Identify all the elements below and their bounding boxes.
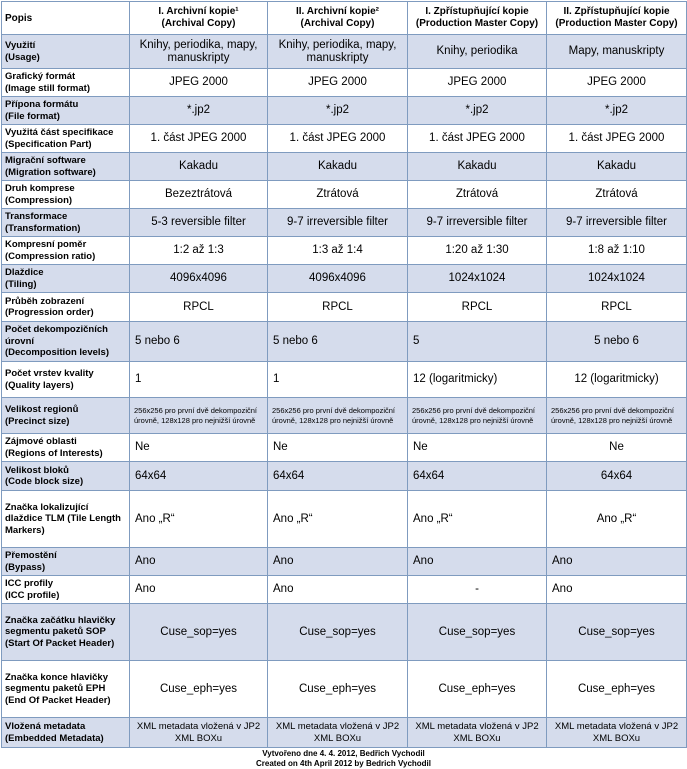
table-row: [2, 362, 687, 398]
row-label-cs: Počet dekompozičních úrovní: [5, 324, 108, 347]
cell: Cuse_sop=yes: [130, 604, 268, 661]
row-label-cs: Kompresní poměr: [5, 239, 87, 250]
table-row: [2, 181, 687, 209]
header-col-3-subtitle: (Production Master Copy): [415, 18, 539, 29]
cell: Ano: [130, 548, 268, 576]
row-label-en: (Transformation): [5, 222, 81, 234]
cell: RPCL: [130, 293, 268, 322]
cell: Cuse_eph=yes: [408, 661, 547, 718]
cell: -: [408, 576, 547, 604]
header-row: [2, 2, 687, 35]
cell: JPEG 2000: [268, 69, 408, 97]
table-row: [2, 491, 687, 548]
row-label-en: (Precinct size): [5, 415, 70, 427]
row-label-cs: Počet vrstev kvality: [5, 368, 94, 379]
footer: [0, 749, 687, 769]
row-label-cs: Značka konce hlavičky segmentu paketů EPH (End Of Packet Header): [5, 671, 111, 706]
cell: Ztrátová: [268, 181, 408, 209]
cell: Ano: [268, 576, 408, 604]
cell: Ne: [268, 434, 408, 462]
row-label-cs: Druh komprese: [5, 183, 75, 194]
cell: Ano: [268, 548, 408, 576]
cell: JPEG 2000: [130, 69, 268, 97]
cell: 256x256 pro první dvě dekompoziční úrovně, 128x128 pro nejnižší úrovně: [408, 398, 547, 434]
cell: 1. část JPEG 2000: [268, 125, 408, 153]
cell: Kakadu: [408, 153, 547, 181]
cell: Cuse_eph=yes: [130, 661, 268, 718]
row-label-en: (Code block size): [5, 476, 84, 487]
table-row: [2, 69, 687, 97]
cell: Ano: [130, 576, 268, 604]
table-row: [2, 548, 687, 576]
row-label: [2, 362, 130, 398]
cell: 5 nebo 6: [268, 322, 408, 362]
row-label: [2, 153, 130, 181]
row-label: [2, 97, 130, 125]
table-row: [2, 576, 687, 604]
cell: Kakadu: [130, 153, 268, 181]
cell: 64x64: [408, 462, 547, 491]
header-col-2-title: II. Archivní kopie²: [296, 6, 379, 17]
cell: Ano: [547, 548, 687, 576]
table-row: [2, 398, 687, 434]
row-label: [2, 491, 130, 548]
cell: 5 nebo 6: [547, 322, 687, 362]
cell: *.jp2: [130, 97, 268, 125]
cell: 256x256 pro první dvě dekompoziční úrovně, 128x128 pro nejnižší úrovně: [130, 398, 268, 434]
cell: *.jp2: [408, 97, 547, 125]
cell: Ztrátová: [408, 181, 547, 209]
cell: XML metadata vložená v JP2 XML BOXu: [130, 718, 268, 748]
cell: Bezeztrátová: [130, 181, 268, 209]
cell: Cuse_eph=yes: [547, 661, 687, 718]
table-row: [2, 97, 687, 125]
table-row: [2, 604, 687, 661]
footer-created-cs: Vytvořeno dne 4. 4. 2012, Bedřich Vychodil: [262, 749, 425, 758]
row-label-cs: Transformace: [5, 211, 68, 222]
cell: Ano: [408, 548, 547, 576]
cell: Ano „R“: [268, 491, 408, 548]
row-label: [2, 398, 130, 434]
row-label: [2, 69, 130, 97]
footer-created-en: Created on 4th April 2012 by Bedrich Vychodil: [255, 759, 431, 768]
row-label-en: (Embedded Metadata): [5, 732, 104, 744]
cell: 4096x4096: [268, 265, 408, 293]
row-label: [2, 548, 130, 576]
row-label-en: (Compression ratio): [5, 250, 96, 262]
cell: Ano „R“: [547, 491, 687, 548]
row-label-en: (Usage): [5, 51, 40, 63]
row-label-en: (Decomposition levels): [5, 347, 109, 359]
cell: 64x64: [268, 462, 408, 491]
row-label: [2, 125, 130, 153]
cell: 5-3 reversible filter: [130, 209, 268, 237]
table-row: [2, 265, 687, 293]
cell: 64x64: [547, 462, 687, 491]
table-row: [2, 209, 687, 237]
row-label-cs: Velikost regionů: [5, 404, 79, 415]
table-row: [2, 434, 687, 462]
row-label-en: (Quality layers): [5, 379, 74, 391]
row-label-cs: Značka lokalizující dlaždice TLM (Tile Length Markers): [5, 501, 121, 536]
row-label-cs: Velikost bloků: [5, 464, 69, 476]
cell: Knihy, periodika, mapy, manuskripty: [268, 35, 408, 69]
cell: RPCL: [408, 293, 547, 322]
header-col-1: [130, 2, 268, 35]
cell: XML metadata vložená v JP2 XML BOXu: [408, 718, 547, 748]
cell: 1:3 až 1:4: [268, 237, 408, 265]
cell: 64x64: [130, 462, 268, 491]
row-label: [2, 293, 130, 322]
cell: 256x256 pro první dvě dekompoziční úrovně, 128x128 pro nejnižší úrovně: [547, 398, 687, 434]
header-col-3: [408, 2, 547, 35]
header-col-2-subtitle: (Archival Copy): [300, 18, 375, 29]
cell: 1. část JPEG 2000: [408, 125, 547, 153]
cell: 9-7 irreversible filter: [268, 209, 408, 237]
cell: 12 (logaritmicky): [408, 362, 547, 398]
table-row: [2, 153, 687, 181]
row-label-en: (Specification Part): [5, 138, 92, 150]
cell: 4096x4096: [130, 265, 268, 293]
cell: *.jp2: [268, 97, 408, 125]
cell: 12 (logaritmicky): [547, 362, 687, 398]
cell: Ne: [547, 434, 687, 462]
row-label-en: (File format): [5, 110, 60, 122]
table-row: [2, 322, 687, 362]
cell: Ano: [547, 576, 687, 604]
cell: Ztrátová: [547, 181, 687, 209]
header-col-1-subtitle: (Archival Copy): [161, 18, 236, 29]
row-label-cs: Migrační software: [5, 155, 86, 166]
row-label-en: (Regions of Interests): [5, 447, 103, 459]
cell: Mapy, manuskripty: [547, 35, 687, 69]
cell: 9-7 irreversible filter: [408, 209, 547, 237]
cell: 5 nebo 6: [130, 322, 268, 362]
row-label-cs: Zájmové oblasti: [5, 436, 77, 447]
row-label: [2, 209, 130, 237]
row-label: [2, 35, 130, 69]
cell: RPCL: [268, 293, 408, 322]
table-row: [2, 661, 687, 718]
header-col-4-subtitle: (Production Master Copy): [555, 18, 678, 29]
cell: 1024x1024: [547, 265, 687, 293]
cell: Cuse_sop=yes: [268, 604, 408, 661]
table-row: [2, 718, 687, 748]
row-label: [2, 434, 130, 462]
cell: 256x256 pro první dvě dekompoziční úrovně, 128x128 pro nejnižší úrovně: [268, 398, 408, 434]
row-label-cs: ICC profily: [5, 578, 54, 589]
row-label: [2, 462, 130, 491]
cell: 1. část JPEG 2000: [130, 125, 268, 153]
row-label-en: (Migration software): [5, 166, 96, 178]
row-label-en: (Progression order): [5, 307, 94, 318]
cell: 1024x1024: [408, 265, 547, 293]
cell: 1. část JPEG 2000: [547, 125, 687, 153]
cell: RPCL: [547, 293, 687, 322]
header-popis: Popis: [2, 2, 130, 35]
row-label: [2, 661, 130, 718]
specification-table: [1, 1, 687, 748]
cell: Ano „R“: [408, 491, 547, 548]
cell: Ano „R“: [130, 491, 268, 548]
row-label-cs: Průběh zobrazení: [5, 295, 85, 307]
cell: Cuse_eph=yes: [268, 661, 408, 718]
table-row: [2, 237, 687, 265]
row-label: [2, 181, 130, 209]
cell: XML metadata vložená v JP2 XML BOXu: [268, 718, 408, 748]
cell: 1:20 až 1:30: [408, 237, 547, 265]
cell: Knihy, periodika: [408, 35, 547, 69]
table-row: [2, 35, 687, 69]
cell: Kakadu: [268, 153, 408, 181]
row-label-en: (Bypass): [5, 561, 46, 573]
row-label-cs: Dlaždice: [5, 267, 44, 278]
header-col-4: [547, 2, 687, 35]
header-col-2: [268, 2, 408, 35]
cell: Cuse_sop=yes: [547, 604, 687, 661]
row-label-cs: Přemostění: [5, 550, 57, 561]
cell: Ne: [130, 434, 268, 462]
cell: Knihy, periodika, mapy, manuskripty: [130, 35, 268, 69]
cell: 9-7 irreversible filter: [547, 209, 687, 237]
cell: Kakadu: [547, 153, 687, 181]
cell: 1: [268, 362, 408, 398]
cell: JPEG 2000: [547, 69, 687, 97]
cell: Ne: [408, 434, 547, 462]
cell: 1:2 až 1:3: [130, 237, 268, 265]
row-label-cs: Značka začátku hlavičky segmentu paketů SOP (Start Of Packet Header): [5, 614, 116, 649]
cell: 1:8 až 1:10: [547, 237, 687, 265]
cell: *.jp2: [547, 97, 687, 125]
table-row: [2, 462, 687, 491]
row-label-cs: Využitá část specifikace: [5, 127, 114, 138]
cell: XML metadata vložená v JP2 XML BOXu: [547, 718, 687, 748]
table-row: [2, 293, 687, 322]
cell: 1: [130, 362, 268, 398]
row-label-cs: Vložená metadata: [5, 721, 86, 732]
row-label: [2, 265, 130, 293]
row-label: [2, 237, 130, 265]
row-label-en: (Tiling): [5, 278, 37, 290]
row-label: [2, 604, 130, 661]
header-col-3-title: I. Zpřístupňující kopie: [425, 6, 529, 17]
row-label-en: (Compression): [5, 194, 73, 206]
header-col-1-title: I. Archivní kopie¹: [158, 6, 239, 17]
row-label-cs: Přípona formátu: [5, 99, 79, 110]
header-col-4-title: II. Zpřístupňující kopie: [563, 6, 670, 17]
cell: JPEG 2000: [408, 69, 547, 97]
row-label-cs: Grafický formát: [5, 71, 76, 82]
cell: Cuse_sop=yes: [408, 604, 547, 661]
row-label: [2, 322, 130, 362]
row-label-cs: Využití: [5, 40, 36, 51]
cell: 5: [408, 322, 547, 362]
table-row: [2, 125, 687, 153]
row-label: [2, 576, 130, 604]
row-label: [2, 718, 130, 748]
row-label-en: (Image still format): [5, 82, 90, 94]
row-label-en: (ICC profile): [5, 589, 60, 601]
